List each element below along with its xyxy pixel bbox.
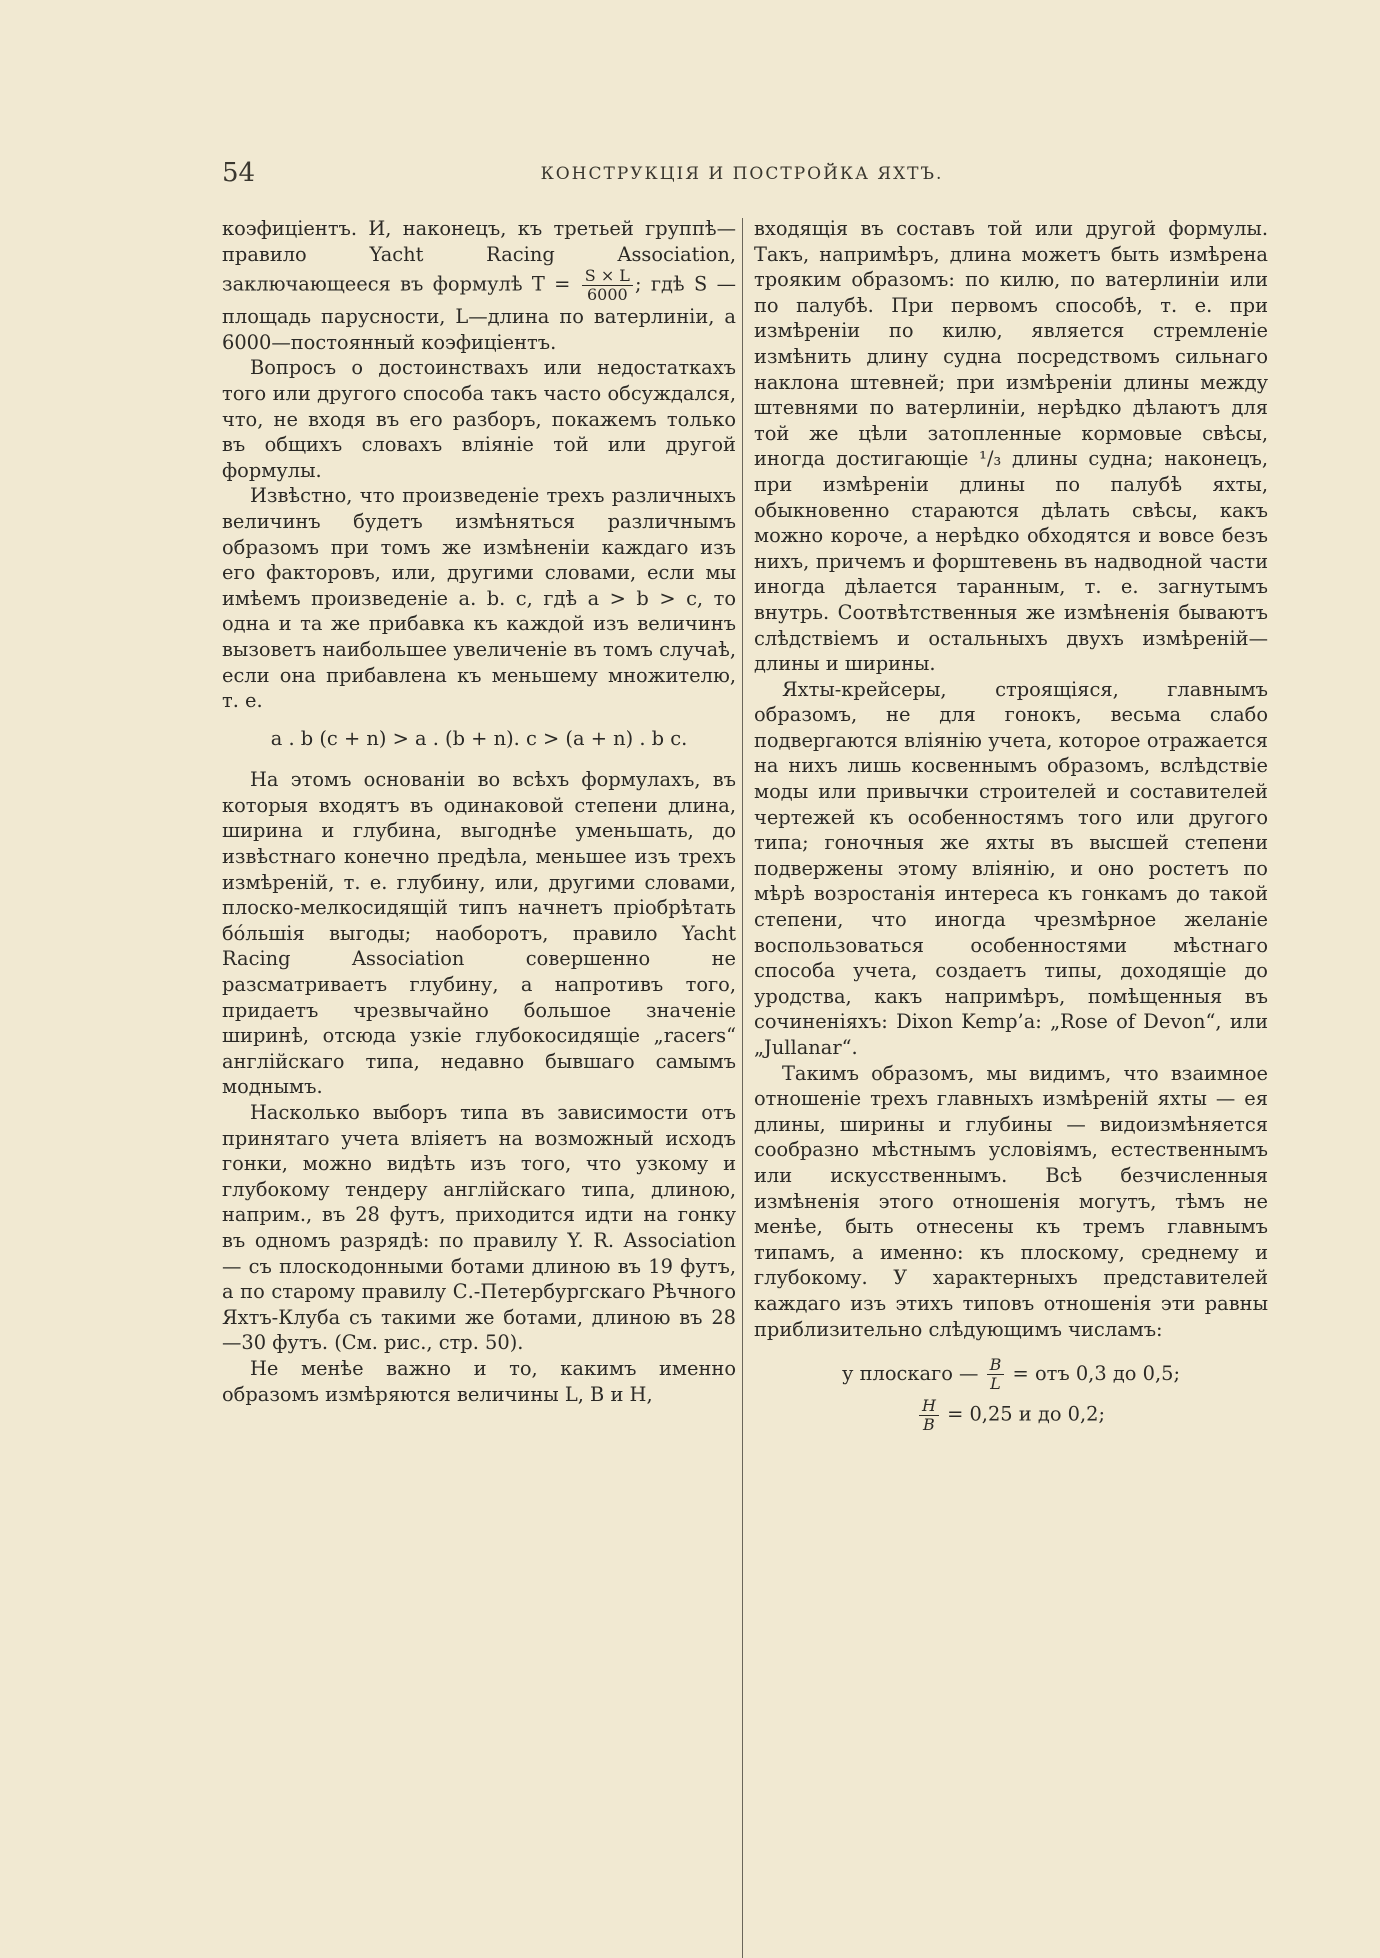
ratio-formula-flat: у плоскаго — $\frac{B}{L}$ = отъ 0,3 до 0,5; xyxy=(842,1355,1180,1394)
paragraph: Яхты-крейсеры, строящіяся, главнымъ образомъ, не для гонокъ, весьма слабо подвергаются вліянію учета, которое отражается на нихъ лишь косвеннымъ образомъ, вслѣдствіе моды или привычки строителей и составителей чертежей къ особенностямъ того или другого типа; гоночныя же яхты въ высшей степени подвержены этому вліянію, и оно ростетъ по мѣрѣ возростанія интереса къ гонкамъ до такой степени, что иногда чрезмѣрное желаніе воспользоваться особенностями мѣстнаго способа учета, создаетъ типы, доходящіе до уродства, какъ напримѣръ, помѣщенныя въ сочиненіяхъ: Dixon Kemp’a: „Rose of Devon“, или „Jullanar“. xyxy=(754,677,1268,1059)
paragraph: Вопросъ о достоинствахъ или недостаткахъ того или другого способа такъ часто обсуждался, что, не входя въ его разборъ, покажемъ только въ общихъ словахъ вліяніе той или другой формулы. xyxy=(222,356,736,482)
paragraph: Извѣстно, что произведеніе трехъ различныхъ величинъ будетъ измѣняться различнымъ образомъ при томъ же измѣненіи каждаго изъ его факторовъ, или, другими словами, если мы имѣемъ произведеніе a. b. c, гдѣ a > b > c, то одна и та же прибавка къ каждой изъ величинъ вызоветъ наибольшее увеличеніе въ томъ случаѣ, если она прибавлена къ меньшему множителю, т. е. xyxy=(222,484,736,713)
page-number: 54 xyxy=(222,158,256,188)
left-column xyxy=(222,216,736,1407)
fraction: $\frac{S \times L}{6000}$ xyxy=(582,267,633,304)
running-title: КОНСТРУКЦІЯ И ПОСТРОЙКА ЯХТЪ. xyxy=(540,164,944,184)
paragraph: коэфиціентъ. И, наконецъ, къ третьей группѣ—правило Yacht Racing Association, заключающееся въ формулѣ T = $\frac{S \times L}{6000}$ ; гдѣ S — площадь парусности, L—длина по ватерлиніи, а 6000—постоянный коэфиціентъ. xyxy=(222,217,736,354)
paragraph: Такимъ образомъ, мы видимъ, что взаимное отношеніе трехъ главныхъ измѣреній яхты — ея длины, ширины и глубины — видоизмѣняется сообразно мѣстнымъ условіямъ, естественнымъ или искусственнымъ. Всѣ безчисленныя измѣненія этого отношенія могутъ, тѣмъ не менѣе, быть отнесены къ тремъ главнымъ типамъ, а именно: къ плоскому, среднему и глубокому. У характерныхъ представителей каждаго изъ этихъ типовъ отношенія эти равны приблизительно слѣдующимъ числамъ: xyxy=(754,1061,1268,1341)
ratio-formula-flat-depth: $\frac{H}{B}$ = 0,25 и до 0,2; xyxy=(754,1397,1268,1434)
page-header xyxy=(222,158,1262,198)
paragraph: Насколько выборъ типа въ зависимости отъ принятаго учета вліяетъ на возможный исходъ гонки, можно видѣть изъ того, что узкому и глубокому тендеру англійскаго типа, длиною, наприм., въ 28 футъ, приходится идти на гонку въ одномъ разрядѣ: по правилу Y. R. Association — съ плоскодонными ботами длиною въ 19 футъ, а по старому правилу С.-Петербургскаго Рѣчного Яхтъ-Клуба съ такими же ботами, длиною въ 28—30 футъ. (См. рис., стр. 50). xyxy=(222,1101,736,1355)
paragraph: Не менѣе важно и то, какимъ именно образомъ измѣряются величины L, B и H, xyxy=(222,1356,736,1406)
paragraph: На этомъ основаніи во всѣхъ формулахъ, въ которыя входятъ въ одинаковой степени длина, ширина и глубина, выгоднѣе уменьшать, до извѣстнаго конечно предѣла, меньшее изъ трехъ измѣреній, т. е. глубину, или, другими словами, плоско-мелкосидящій типъ начнетъ пріобрѣтать бóльшія выгоды; наоборотъ, правило Yacht Racing Association совершенно не разсматриваетъ глубину, а напротивъ того, придаетъ чрезвычайно большое значеніе ширинѣ, отсюда узкіе глубокосидящіе „racers“ англійскаго типа, недавно бывшаго самымъ моднымъ. xyxy=(222,768,736,1099)
ratio-formulas xyxy=(754,1356,1268,1434)
paragraph: входящія въ составъ той или другой формулы. Такъ, напримѣръ, длина можетъ быть измѣрена трояким образомъ: по килю, по ватерлиніи или по палубѣ. При первомъ способѣ, т. е. при измѣреніи по килю, является стремленіе измѣнить длину судна посредствомъ сильнаго наклона штевней; при измѣреніи длины между штевнями по ватерлиніи, нерѣдко дѣлаютъ для той же цѣли затопленные кормовые свѣсы, иногда достигающіе ¹/₃ длины судна; наконецъ, при измѣреніи длины по палубѣ яхты, обыкновенно стараются дѣлать свѣсы, какъ можно короче, а нерѣдко обходятся и вовсе безъ нихъ, причемъ и форштевень въ надводной части иногда дѣлается таранным, т. е. загнутымъ внутрь. Соотвѣтственныя же измѣненія бываютъ слѣдствіемъ и остальныхъ двухъ измѣреній—длины и ширины. xyxy=(754,217,1268,676)
right-column xyxy=(754,216,1268,1438)
column-divider xyxy=(742,218,743,1958)
inequality-formula: a . b (c + n) > a . (b + n). c > (a + n) . b c. xyxy=(270,726,688,750)
